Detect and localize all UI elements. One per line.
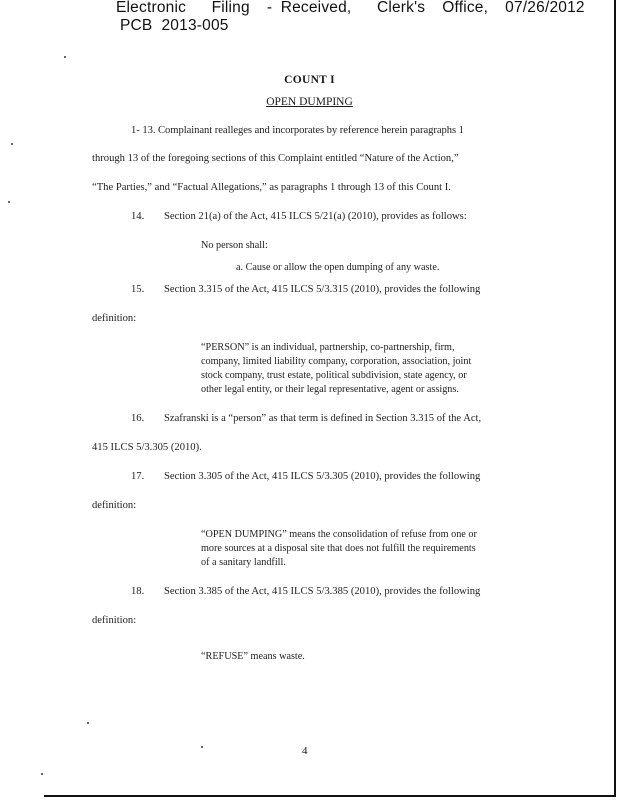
paragraph-18-line2: definition: <box>92 615 137 626</box>
paragraph-1-13-line2: through 13 of the foregoing sections of this Complaint entitled “Nature of the Action,” <box>92 153 459 164</box>
page-number: 4 <box>302 745 308 757</box>
paragraph-15-line1: Section 3.315 of the Act, 415 ILCS 5/3.315 (2010), provides the following <box>164 284 481 295</box>
quote-14-line1: No person shall: <box>201 240 268 251</box>
scan-speck <box>8 201 10 203</box>
page-edge-bottom <box>44 795 616 797</box>
quote-14-line2: a. Cause or allow the open dumping of any waste. <box>236 262 440 273</box>
count-title: OPEN DUMPING <box>266 96 353 108</box>
paragraph-17-number: 17. <box>131 471 145 482</box>
paragraph-15-number: 15. <box>131 284 145 295</box>
paragraph-18-line1: Section 3.385 of the Act, 415 ILCS 5/3.385 (2010), provides the following <box>164 586 481 597</box>
quote-15-line2: company, limited liability company, corporation, association, joint <box>201 356 472 367</box>
quote-15-line3: stock company, trust estate, political subdivision, state agency, or <box>201 370 467 381</box>
quote-17-line2: more sources at a disposal site that does not fulfill the requirements <box>201 543 476 554</box>
paragraph-1-13-line1: 1- 13. Complainant realleges and incorporates by reference herein paragraphs 1 <box>131 125 464 136</box>
paragraph-17-line1: Section 3.305 of the Act, 415 ILCS 5/3.305 (2010), provides the following <box>164 471 481 482</box>
paragraph-14-number: 14. <box>131 211 145 222</box>
paragraph-18-number: 18. <box>131 586 145 597</box>
paragraph-15-line2: definition: <box>92 313 137 324</box>
filing-stamp-line2: PCB 2013-005 <box>120 17 229 34</box>
page-edge-right <box>614 0 616 796</box>
paragraph-17-line2: definition: <box>92 500 137 511</box>
paragraph-16-line1: Szafranski is a “person” as that term is defined in Section 3.315 of the Act, <box>164 413 482 424</box>
quote-17-line3: of a sanitary landfill. <box>201 557 286 568</box>
scan-speck <box>64 56 66 58</box>
scan-speck <box>11 143 13 145</box>
quote-18-line1: “REFUSE” means waste. <box>201 651 305 662</box>
paragraph-1-13-line3: “The Parties,” and “Factual Allegations,” as paragraphs 1 through 13 of this Count I. <box>92 182 451 193</box>
paragraph-16-line2: 415 ILCS 5/3.305 (2010). <box>92 442 202 453</box>
count-heading: COUNT I <box>284 74 335 86</box>
quote-15-line1: “PERSON” is an individual, partnership, co-partnership, firm, <box>201 342 455 353</box>
paragraph-14-text: Section 21(a) of the Act, 415 ILCS 5/21(a) (2010), provides as follows: <box>164 211 467 222</box>
quote-15-line4: other legal entity, or their legal representative, agent or assigns. <box>201 384 459 395</box>
paragraph-16-number: 16. <box>131 413 145 424</box>
filing-stamp-line1: Electronic Filing - Received, Clerk's Office, 07/26/2012 <box>116 0 585 16</box>
scan-speck <box>41 773 43 775</box>
scan-speck <box>201 746 203 748</box>
quote-17-line1: “OPEN DUMPING” means the consolidation of refuse from one or <box>201 529 477 540</box>
scan-speck <box>87 722 89 724</box>
